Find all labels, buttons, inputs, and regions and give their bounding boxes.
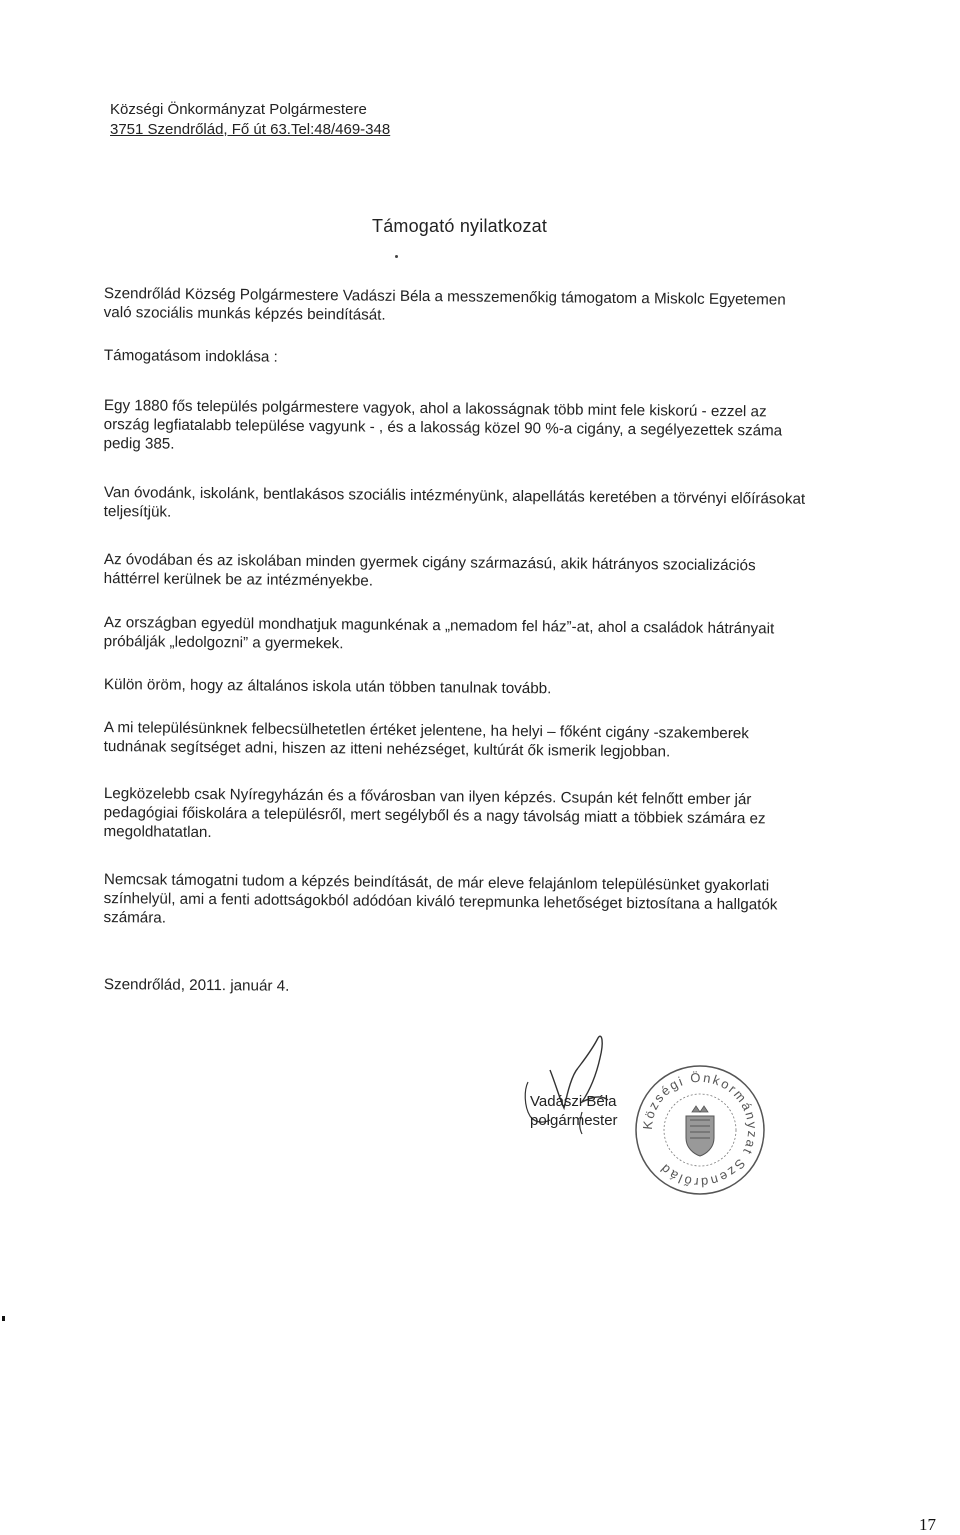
paragraph-3: Az óvodában és az iskolában minden gyermek cigány származású, akik hátrányos szocializációs háttérrel kerülnek be az intézményekbe.: [103, 550, 756, 590]
signatory: [530, 1092, 618, 1130]
paragraph-2: Van óvodánk, iskolánk, bentlakásos szociális intézményünk, alapellátás keretében a törvényi előírásokat teljesítjük.: [103, 483, 806, 521]
scan-mark: [2, 1316, 5, 1321]
reason-heading: Támogatásom indoklása :: [103, 346, 278, 366]
coat-of-arms-icon: [686, 1106, 714, 1156]
seal-text: Községi Önkormányzat Szendrőlád: [639, 1069, 761, 1191]
stray-dot: [395, 255, 398, 258]
letterhead-org: Községi Önkormányzat Polgármestere: [110, 101, 367, 118]
paragraph-5: Külön öröm, hogy az általános iskola után többen tanulnak tovább.: [103, 675, 552, 698]
paragraph-4: Az országban egyedül mondhatjuk magunkénak a „nemadom fel ház”-at, ahol a családok hátrányait próbálják „ledolgozni” a gyermekek.: [103, 613, 775, 653]
paragraph-7: Legközelebb csak Nyíregyházán és a fővárosban van ilyen képzés. Csupán két felnőtt ember jár pedagógiai főiskolára a településről, mert segélyből és a nagy távolság miatt a többiek számára ez megoldhatatlan.: [103, 784, 766, 842]
page-number: 17: [919, 1515, 936, 1534]
official-seal: [630, 1060, 770, 1200]
place-and-date: Szendrőlád, 2011. január 4.: [103, 975, 290, 995]
paragraph-8: Nemcsak támogatni tudom a képzés beindítását, de már eleve felajánlom településünket gyakorlati színhelyül, ami a fenti adottságokból adódóan kiváló terepmunka lehetőséget biztosítana a hallgatók számára.: [103, 870, 778, 927]
intro-paragraph: Szendrőlád Község Polgármestere Vadászi Béla a messzemenőkig támogatom a Miskolc Egyetemen való szociális munkás képzés beindítását.: [103, 284, 786, 324]
signatory-role: polgármester: [530, 1112, 618, 1129]
paragraph-1: Egy 1880 fős település polgármestere vagyok, ahol a lakosságnak több mint fele kiskorú - ezzel az ország legfiatalabb települése vagyunk - , és a lakosság közel 90 %-a cigány, a segélyezettek száma pedig 385.: [103, 396, 783, 453]
paragraph-6: A mi településünknek felbecsülhetetlen értéket jelentene, ha helyi – főként cigány -szakemberek tudnának segítséget adni, hiszen az itteni nehézséget, kultúrát ők ismerik legjobban.: [103, 718, 749, 761]
signatory-name: Vadászi Béla: [530, 1093, 617, 1110]
letterhead-address: 3751 Szendrőlád, Fő út 63.Tel:48/469-348: [110, 121, 391, 138]
letterhead: [110, 100, 390, 140]
document-title: Támogató nyilatkozat: [372, 216, 548, 236]
